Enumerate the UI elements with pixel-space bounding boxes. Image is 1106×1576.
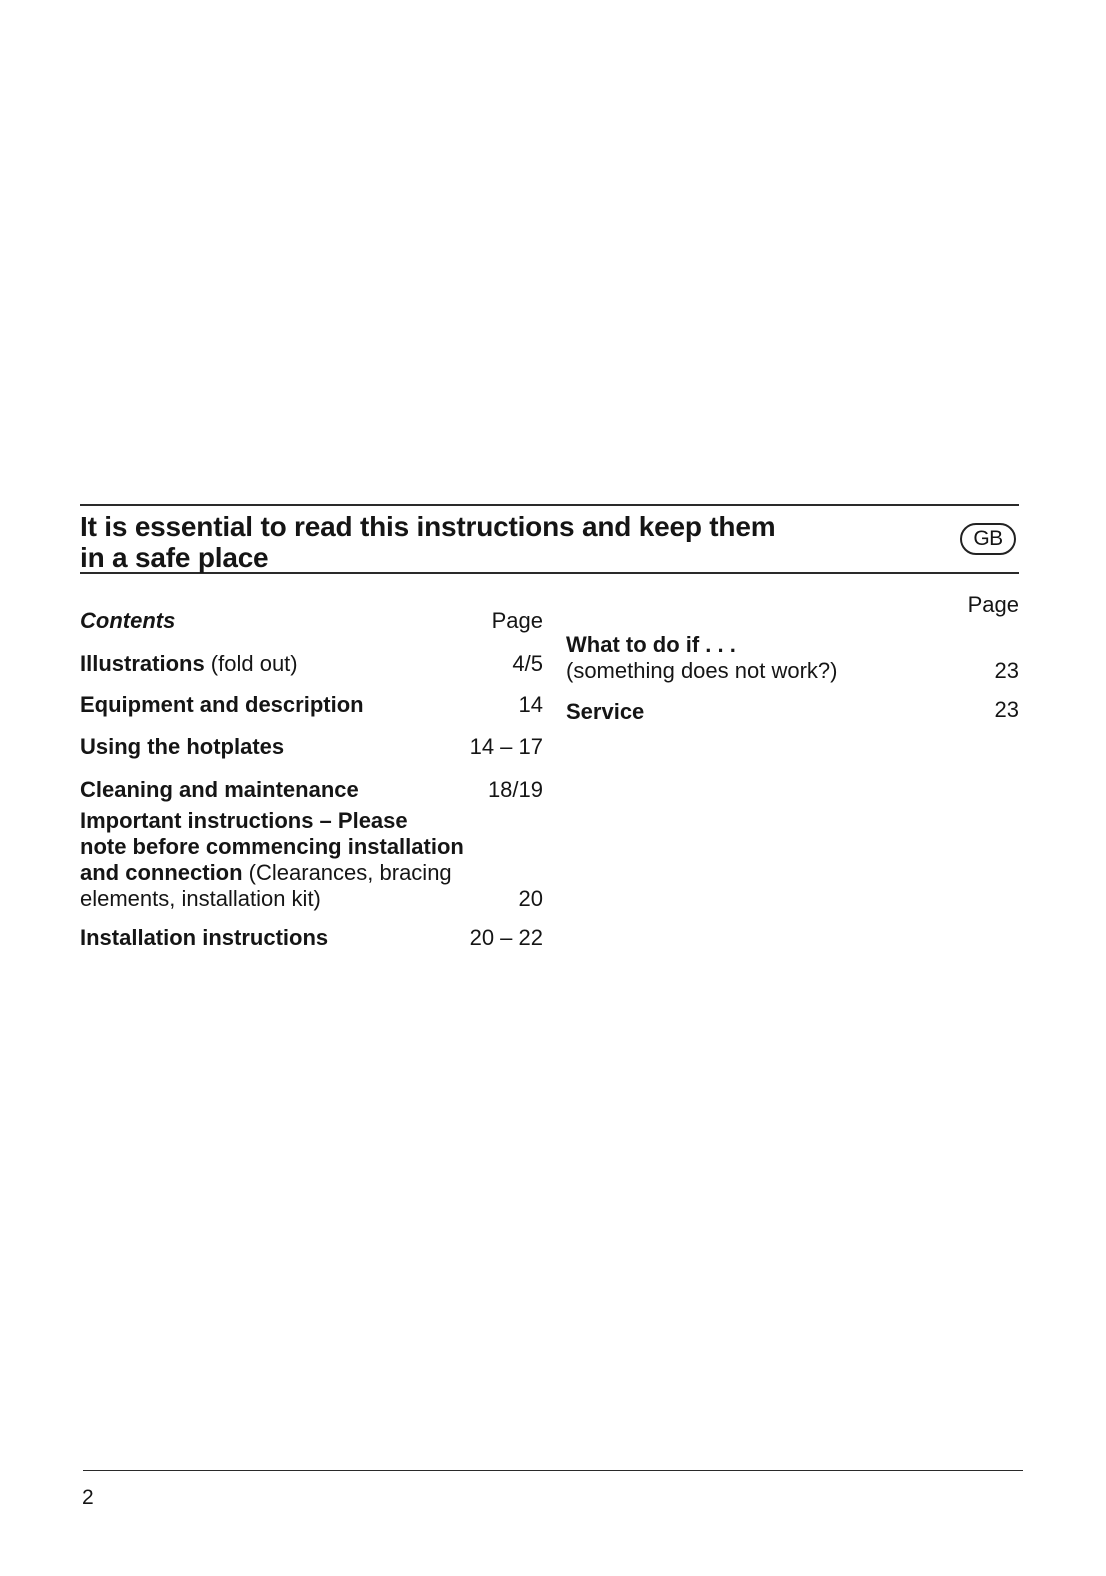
title-line-1: It is essential to read this instructions and keep them xyxy=(80,511,776,542)
toc-page-what-to-do: 23 xyxy=(994,658,1019,683)
toc-item-what-to-do xyxy=(566,632,837,684)
toc-page-service: 23 xyxy=(994,697,1019,722)
toc-important-line-1: Important instructions – Please xyxy=(80,808,408,833)
toc-what-to-do-label: What to do if . . . xyxy=(566,632,736,657)
toc-page-cleaning: 18/19 xyxy=(487,777,543,802)
right-page-label: Page xyxy=(967,592,1019,617)
title-line-2: in a safe place xyxy=(80,542,269,573)
toc-important-line-3 xyxy=(80,860,464,886)
country-badge: GB xyxy=(960,523,1016,555)
toc-item-cleaning: Cleaning and maintenance xyxy=(80,777,359,802)
toc-item-equipment: Equipment and description xyxy=(80,692,364,717)
page-number: 2 xyxy=(82,1486,94,1509)
toc-item-hotplates: Using the hotplates xyxy=(80,734,285,759)
toc-item-service: Service xyxy=(566,699,645,724)
page-title xyxy=(80,511,775,573)
toc-item-important-instructions xyxy=(80,808,464,912)
toc-what-to-do-note: (something does not work?) xyxy=(566,658,838,683)
contents-page-label: Page xyxy=(491,608,543,633)
footer-rule xyxy=(83,1470,1023,1471)
toc-important-line-2: note before commencing installation xyxy=(80,834,464,859)
toc-page-hotplates: 14 – 17 xyxy=(469,734,543,759)
toc-item-installation: Installation instructions xyxy=(80,925,329,950)
toc-page-illustrations: 4/5 xyxy=(512,651,543,676)
contents-heading: Contents xyxy=(80,608,176,633)
toc-important-line-4: elements, installation kit) xyxy=(80,886,321,911)
toc-page-equipment: 14 xyxy=(518,692,543,717)
toc-page-important-instructions: 20 xyxy=(518,886,543,911)
toc-page-installation: 20 – 22 xyxy=(469,925,543,950)
toc-important-line-3-normal: (Clearances, bracing xyxy=(242,860,452,885)
header-top-rule xyxy=(80,504,1019,506)
toc-important-line-3-bold: and connection xyxy=(80,860,243,885)
toc-item-note: (fold out) xyxy=(204,651,298,676)
toc-item-label: Illustrations xyxy=(80,651,205,676)
toc-item-illustrations xyxy=(80,651,298,677)
